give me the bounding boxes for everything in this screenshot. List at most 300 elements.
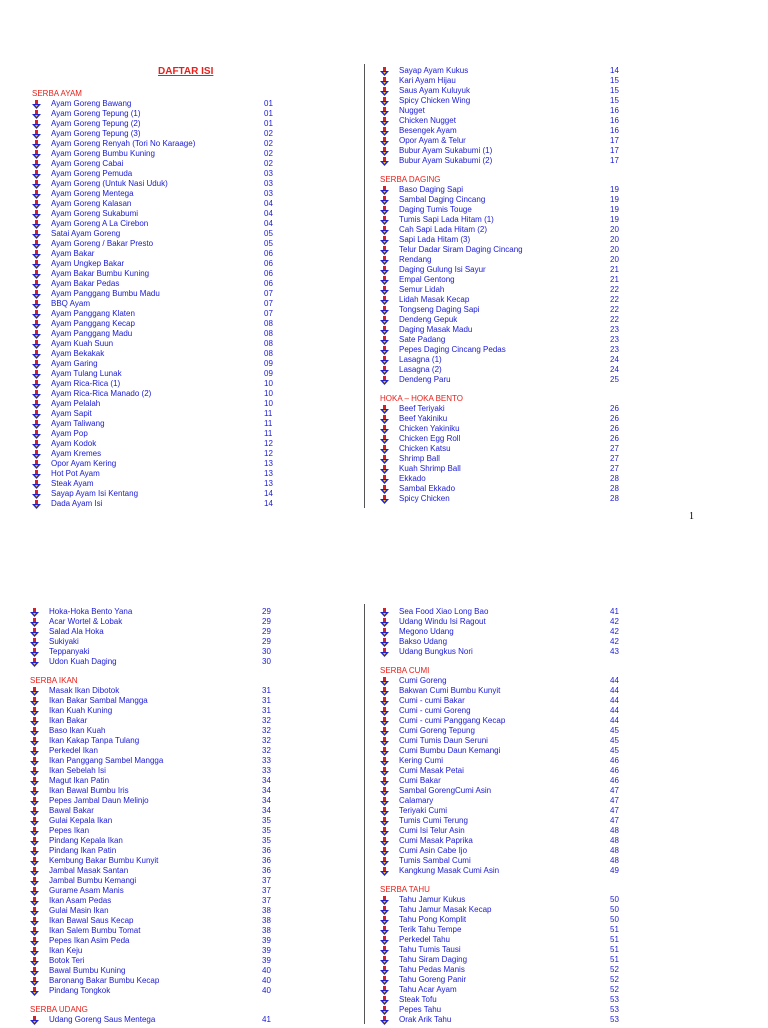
- entry-title: Ayam Bakar: [51, 249, 95, 258]
- entry-title: Ikan Asam Pedas: [49, 896, 112, 905]
- entry-title: Opor Ayam & Telur: [399, 136, 466, 145]
- entry-title: Bakwan Cumi Bumbu Kunyit: [399, 686, 501, 695]
- arrow-bullet-icon: [30, 638, 39, 647]
- entry-title: Sea Food Xiao Long Bao: [399, 607, 489, 616]
- entry-page-number: 14: [264, 499, 273, 508]
- entry-page-number: 45: [610, 746, 619, 755]
- entry-page-number: 01: [264, 119, 273, 128]
- toc-entry: [380, 255, 640, 265]
- entry-page-number: 31: [262, 686, 271, 695]
- toc-entry: [380, 355, 640, 365]
- entry-title: Cumi Masak Paprika: [399, 836, 473, 845]
- arrow-bullet-icon: [380, 648, 389, 657]
- entry-title: Jambal Bumbu Kemangi: [49, 876, 137, 885]
- toc-entry: [30, 607, 330, 617]
- entry-page-number: 37: [262, 876, 271, 885]
- entry-title: Semur Lidah: [399, 285, 445, 294]
- arrow-bullet-icon: [32, 160, 41, 169]
- entry-title: Pepes Daging Cincang Pedas: [399, 345, 506, 354]
- arrow-bullet-icon: [32, 260, 41, 269]
- arrow-bullet-icon: [32, 100, 41, 109]
- document-title: DAFTAR ISI: [158, 66, 214, 77]
- arrow-bullet-icon: [30, 777, 39, 786]
- toc-entry: [30, 627, 330, 637]
- entry-page-number: 17: [610, 156, 619, 165]
- entry-page-number: 47: [610, 816, 619, 825]
- entry-page-number: 52: [610, 985, 619, 994]
- toc-entry: [32, 499, 332, 509]
- entry-title: Udang Bungkus Nori: [399, 647, 473, 656]
- entry-page-number: 53: [610, 995, 619, 1004]
- arrow-bullet-icon: [32, 400, 41, 409]
- entry-title: Steak Ayam: [51, 479, 94, 488]
- arrow-bullet-icon: [30, 807, 39, 816]
- entry-page-number: 02: [264, 139, 273, 148]
- toc-entry: [380, 776, 640, 786]
- toc-entry: [380, 136, 640, 146]
- entry-page-number: 22: [610, 295, 619, 304]
- entry-title: Chicken Katsu: [399, 444, 451, 453]
- entry-page-number: 03: [264, 179, 273, 188]
- column-divider-bottom: [364, 604, 365, 1024]
- entry-title: Tahu Siram Daging: [399, 955, 468, 964]
- arrow-bullet-icon: [32, 420, 41, 429]
- toc-entry: [380, 275, 640, 285]
- entry-page-number: 05: [264, 239, 273, 248]
- arrow-bullet-icon: [32, 490, 41, 499]
- toc-column-3: [30, 607, 330, 1025]
- arrow-bullet-icon: [380, 147, 389, 156]
- entry-page-number: 22: [610, 305, 619, 314]
- toc-entry: [32, 469, 332, 479]
- arrow-bullet-icon: [32, 290, 41, 299]
- entry-page-number: 35: [262, 836, 271, 845]
- entry-page-number: 04: [264, 219, 273, 228]
- arrow-bullet-icon: [380, 186, 389, 195]
- entry-title: Sayap Ayam Isi Kentang: [51, 489, 139, 498]
- arrow-bullet-icon: [380, 276, 389, 285]
- arrow-bullet-icon: [380, 747, 389, 756]
- arrow-bullet-icon: [32, 440, 41, 449]
- entry-page-number: 11: [264, 429, 273, 438]
- arrow-bullet-icon: [30, 618, 39, 627]
- toc-entry: [32, 429, 332, 439]
- toc-entry: [30, 926, 330, 936]
- entry-page-number: 34: [262, 806, 271, 815]
- entry-page-number: 19: [610, 195, 619, 204]
- toc-entry: [30, 846, 330, 856]
- arrow-bullet-icon: [380, 495, 389, 504]
- entry-page-number: 06: [264, 249, 273, 258]
- arrow-bullet-icon: [32, 410, 41, 419]
- arrow-bullet-icon: [380, 296, 389, 305]
- entry-page-number: 53: [610, 1015, 619, 1024]
- arrow-bullet-icon: [380, 216, 389, 225]
- entry-title: Dendeng Gepuk: [399, 315, 458, 324]
- entry-page-number: 38: [262, 906, 271, 915]
- entry-page-number: 33: [262, 766, 271, 775]
- arrow-bullet-icon: [30, 717, 39, 726]
- toc-column-1: [32, 89, 332, 509]
- entry-page-number: 47: [610, 806, 619, 815]
- arrow-bullet-icon: [380, 336, 389, 345]
- entry-page-number: 32: [262, 726, 271, 735]
- toc-entry: [32, 439, 332, 449]
- entry-page-number: 26: [610, 414, 619, 423]
- toc-entry: [380, 66, 640, 76]
- arrow-bullet-icon: [32, 200, 41, 209]
- arrow-bullet-icon: [380, 956, 389, 965]
- toc-entry: [380, 696, 640, 706]
- entry-page-number: 03: [264, 169, 273, 178]
- toc-entry: [380, 245, 640, 255]
- entry-title: Telur Dadar Siram Daging Cincang: [399, 245, 523, 254]
- arrow-bullet-icon: [30, 628, 39, 637]
- toc-entry: [32, 459, 332, 469]
- toc-entry: [32, 229, 332, 239]
- entry-title: Kuah Shrimp Ball: [399, 464, 461, 473]
- entry-page-number: 29: [262, 617, 271, 626]
- arrow-bullet-icon: [32, 470, 41, 479]
- entry-title: Ayam Pelalah: [51, 399, 101, 408]
- entry-page-number: 44: [610, 676, 619, 685]
- entry-title: Udon Kuah Daging: [49, 657, 117, 666]
- toc-entry: [30, 876, 330, 886]
- entry-page-number: 09: [264, 369, 273, 378]
- entry-title: Ayam Goreng Bumbu Kuning: [51, 149, 155, 158]
- section-gap: [380, 657, 640, 666]
- arrow-bullet-icon: [30, 827, 39, 836]
- arrow-bullet-icon: [30, 987, 39, 996]
- toc-entry: [32, 119, 332, 129]
- arrow-bullet-icon: [32, 270, 41, 279]
- entry-page-number: 34: [262, 776, 271, 785]
- entry-title: Ayam Goreng A La Cirebon: [51, 219, 149, 228]
- toc-entry: [380, 444, 640, 454]
- arrow-bullet-icon: [32, 320, 41, 329]
- toc-entry: [380, 965, 640, 975]
- arrow-bullet-icon: [380, 757, 389, 766]
- entry-title: Cah Sapi Lada Hitam (2): [399, 225, 488, 234]
- entry-title: Tahu Jamur Kukus: [399, 895, 466, 904]
- entry-page-number: 10: [264, 379, 273, 388]
- toc-entry: [30, 736, 330, 746]
- entry-page-number: 12: [264, 449, 273, 458]
- entry-page-number: 27: [610, 464, 619, 473]
- entry-page-number: 07: [264, 299, 273, 308]
- toc-entry: [380, 225, 640, 235]
- entry-title: Ayam Taliwang: [51, 419, 105, 428]
- arrow-bullet-icon: [30, 917, 39, 926]
- arrow-bullet-icon: [380, 807, 389, 816]
- toc-entry: [32, 99, 332, 109]
- arrow-bullet-icon: [380, 366, 389, 375]
- arrow-bullet-icon: [380, 896, 389, 905]
- entry-page-number: 24: [610, 355, 619, 364]
- toc-entry: [380, 424, 640, 434]
- arrow-bullet-icon: [30, 648, 39, 657]
- arrow-bullet-icon: [380, 137, 389, 146]
- toc-entry: [32, 399, 332, 409]
- arrow-bullet-icon: [380, 767, 389, 776]
- toc-entry: [30, 906, 330, 916]
- toc-entry: [380, 836, 640, 846]
- entry-page-number: 36: [262, 856, 271, 865]
- arrow-bullet-icon: [380, 256, 389, 265]
- arrow-bullet-icon: [380, 608, 389, 617]
- toc-entry: [32, 289, 332, 299]
- entry-title: Teppanyaki: [49, 647, 90, 656]
- arrow-bullet-icon: [30, 877, 39, 886]
- entry-title: Perkedel Ikan: [49, 746, 98, 755]
- toc-entry: [32, 379, 332, 389]
- toc-entry: [30, 806, 330, 816]
- entry-page-number: 46: [610, 766, 619, 775]
- toc-entry: [32, 149, 332, 159]
- toc-entry: [380, 315, 640, 325]
- toc-entry: [380, 484, 640, 494]
- toc-entry: [30, 776, 330, 786]
- entry-page-number: 52: [610, 965, 619, 974]
- entry-page-number: 33: [262, 756, 271, 765]
- toc-entry: [32, 139, 332, 149]
- entry-page-number: 46: [610, 776, 619, 785]
- entry-page-number: 16: [610, 126, 619, 135]
- arrow-bullet-icon: [380, 77, 389, 86]
- entry-title: Ayam Kremes: [51, 449, 102, 458]
- entry-page-number: 22: [610, 285, 619, 294]
- entry-page-number: 21: [610, 265, 619, 274]
- arrow-bullet-icon: [32, 330, 41, 339]
- arrow-bullet-icon: [380, 867, 389, 876]
- toc-entry: [380, 995, 640, 1005]
- toc-entry: [380, 76, 640, 86]
- entry-title: Dada Ayam Isi: [51, 499, 103, 508]
- entry-page-number: 34: [262, 786, 271, 795]
- toc-entry: [32, 159, 332, 169]
- arrow-bullet-icon: [380, 966, 389, 975]
- entry-page-number: 48: [610, 856, 619, 865]
- entry-page-number: 39: [262, 936, 271, 945]
- arrow-bullet-icon: [380, 817, 389, 826]
- toc-entry: [30, 816, 330, 826]
- entry-title: Ayam Panggang Klaten: [51, 309, 135, 318]
- arrow-bullet-icon: [380, 67, 389, 76]
- arrow-bullet-icon: [380, 677, 389, 686]
- entry-page-number: 20: [610, 255, 619, 264]
- arrow-bullet-icon: [32, 170, 41, 179]
- entry-page-number: 52: [610, 975, 619, 984]
- toc-entry: [380, 96, 640, 106]
- toc-entry: [380, 464, 640, 474]
- toc-entry: [30, 786, 330, 796]
- entry-title: Gulai Masin Ikan: [49, 906, 109, 915]
- entry-title: Chicken Yakiniku: [399, 424, 460, 433]
- entry-title: Megono Udang: [399, 627, 454, 636]
- section-gap: [380, 385, 640, 394]
- entry-title: Ikan Kakap Tanpa Tulang: [49, 736, 140, 745]
- entry-page-number: 26: [610, 434, 619, 443]
- entry-title: Salad Ala Hoka: [49, 627, 104, 636]
- toc-entry: [380, 746, 640, 756]
- entry-page-number: 01: [264, 109, 273, 118]
- toc-entry: [380, 185, 640, 195]
- toc-entry: [380, 826, 640, 836]
- arrow-bullet-icon: [380, 346, 389, 355]
- toc-entry: [380, 806, 640, 816]
- entry-page-number: 29: [262, 607, 271, 616]
- arrow-bullet-icon: [32, 450, 41, 459]
- entry-title: Sayap Ayam Kukus: [399, 66, 469, 75]
- entry-title: Ayam Panggang Madu: [51, 329, 133, 338]
- entry-page-number: 22: [610, 315, 619, 324]
- toc-entry: [380, 637, 640, 647]
- entry-title: Nugget: [399, 106, 425, 115]
- entry-title: Pepes Ikan: [49, 826, 90, 835]
- arrow-bullet-icon: [32, 250, 41, 259]
- entry-title: Ikan Salem Bumbu Tomat: [49, 926, 141, 935]
- toc-entry: [380, 454, 640, 464]
- arrow-bullet-icon: [30, 817, 39, 826]
- entry-title: Bakso Udang: [399, 637, 448, 646]
- arrow-bullet-icon: [32, 210, 41, 219]
- entry-title: Cumi - cumi Goreng: [399, 706, 471, 715]
- toc-entry: [380, 676, 640, 686]
- entry-page-number: 10: [264, 389, 273, 398]
- column-divider-top: [364, 64, 365, 508]
- arrow-bullet-icon: [30, 687, 39, 696]
- entry-title: Cumi Goreng Tepung: [399, 726, 475, 735]
- entry-title: Ikan Keju: [49, 946, 83, 955]
- arrow-bullet-icon: [30, 927, 39, 936]
- toc-entry: [32, 309, 332, 319]
- toc-entry: [30, 716, 330, 726]
- toc-entry: [32, 419, 332, 429]
- arrow-bullet-icon: [380, 996, 389, 1005]
- entry-page-number: 38: [262, 926, 271, 935]
- arrow-bullet-icon: [30, 727, 39, 736]
- arrow-bullet-icon: [32, 350, 41, 359]
- arrow-bullet-icon: [380, 797, 389, 806]
- entry-title: Kari Ayam Hijau: [399, 76, 456, 85]
- entry-page-number: 47: [610, 796, 619, 805]
- entry-title: Sukiyaki: [49, 637, 79, 646]
- entry-title: Pindang Tongkok: [49, 986, 111, 995]
- arrow-bullet-icon: [380, 787, 389, 796]
- entry-page-number: 17: [610, 146, 619, 155]
- arrow-bullet-icon: [32, 110, 41, 119]
- toc-entry: [380, 116, 640, 126]
- arrow-bullet-icon: [30, 957, 39, 966]
- arrow-bullet-icon: [30, 847, 39, 856]
- toc-entry: [32, 179, 332, 189]
- entry-title: Sapi Lada Hitam (3): [399, 235, 471, 244]
- arrow-bullet-icon: [380, 226, 389, 235]
- entry-page-number: 48: [610, 846, 619, 855]
- entry-page-number: 32: [262, 716, 271, 725]
- toc-entry: [30, 657, 330, 667]
- toc-entry: [32, 209, 332, 219]
- toc-entry: [380, 895, 640, 905]
- toc-entry: [30, 746, 330, 756]
- entry-page-number: 12: [264, 439, 273, 448]
- toc-entry: [32, 389, 332, 399]
- entry-page-number: 02: [264, 149, 273, 158]
- arrow-bullet-icon: [380, 157, 389, 166]
- entry-page-number: 04: [264, 209, 273, 218]
- entry-page-number: 34: [262, 796, 271, 805]
- entry-page-number: 07: [264, 289, 273, 298]
- arrow-bullet-icon: [380, 837, 389, 846]
- entry-page-number: 39: [262, 946, 271, 955]
- toc-column-4: [380, 607, 640, 1025]
- arrow-bullet-icon: [30, 787, 39, 796]
- entry-title: Tumis Cumi Terung: [399, 816, 468, 825]
- toc-entry: [380, 706, 640, 716]
- arrow-bullet-icon: [32, 220, 41, 229]
- entry-page-number: 02: [264, 159, 273, 168]
- toc-entry: [32, 219, 332, 229]
- toc-entry: [32, 249, 332, 259]
- entry-title: Chicken Nugget: [399, 116, 456, 125]
- toc-entry: [32, 239, 332, 249]
- toc-entry: [32, 479, 332, 489]
- entry-page-number: 17: [610, 136, 619, 145]
- entry-title: Bawal Bakar: [49, 806, 94, 815]
- entry-page-number: 37: [262, 896, 271, 905]
- entry-page-number: 08: [264, 329, 273, 338]
- entry-page-number: 50: [610, 905, 619, 914]
- toc-entry: [32, 359, 332, 369]
- arrow-bullet-icon: [30, 697, 39, 706]
- toc-entry: [32, 329, 332, 339]
- entry-page-number: 51: [610, 955, 619, 964]
- entry-page-number: 31: [262, 696, 271, 705]
- arrow-bullet-icon: [32, 460, 41, 469]
- toc-entry: [30, 696, 330, 706]
- arrow-bullet-icon: [32, 380, 41, 389]
- entry-page-number: 36: [262, 846, 271, 855]
- arrow-bullet-icon: [380, 236, 389, 245]
- entry-page-number: 36: [262, 866, 271, 875]
- toc-entry: [380, 205, 640, 215]
- entry-page-number: 06: [264, 259, 273, 268]
- arrow-bullet-icon: [32, 130, 41, 139]
- arrow-bullet-icon: [380, 356, 389, 365]
- arrow-bullet-icon: [380, 936, 389, 945]
- entry-page-number: 31: [262, 706, 271, 715]
- entry-title: Ikan Bawal Bumbu Iris: [49, 786, 129, 795]
- entry-title: Ayam Panggang Bumbu Madu: [51, 289, 160, 298]
- entry-page-number: 06: [264, 269, 273, 278]
- arrow-bullet-icon: [32, 190, 41, 199]
- arrow-bullet-icon: [32, 480, 41, 489]
- entry-title: Ayam Goreng Tepung (3): [51, 129, 141, 138]
- arrow-bullet-icon: [30, 897, 39, 906]
- entry-title: Perkedel Tahu: [399, 935, 450, 944]
- toc-entry: [30, 946, 330, 956]
- entry-title: Sambal Ekkado: [399, 484, 456, 493]
- toc-entry: [30, 976, 330, 986]
- arrow-bullet-icon: [30, 767, 39, 776]
- toc-entry: [32, 169, 332, 179]
- toc-entry: [32, 259, 332, 269]
- toc-entry: [380, 86, 640, 96]
- toc-entry: [32, 269, 332, 279]
- arrow-bullet-icon: [380, 697, 389, 706]
- entry-title: BBQ Ayam: [51, 299, 90, 308]
- entry-title: Cumi Asin Cabe Ijo: [399, 846, 468, 855]
